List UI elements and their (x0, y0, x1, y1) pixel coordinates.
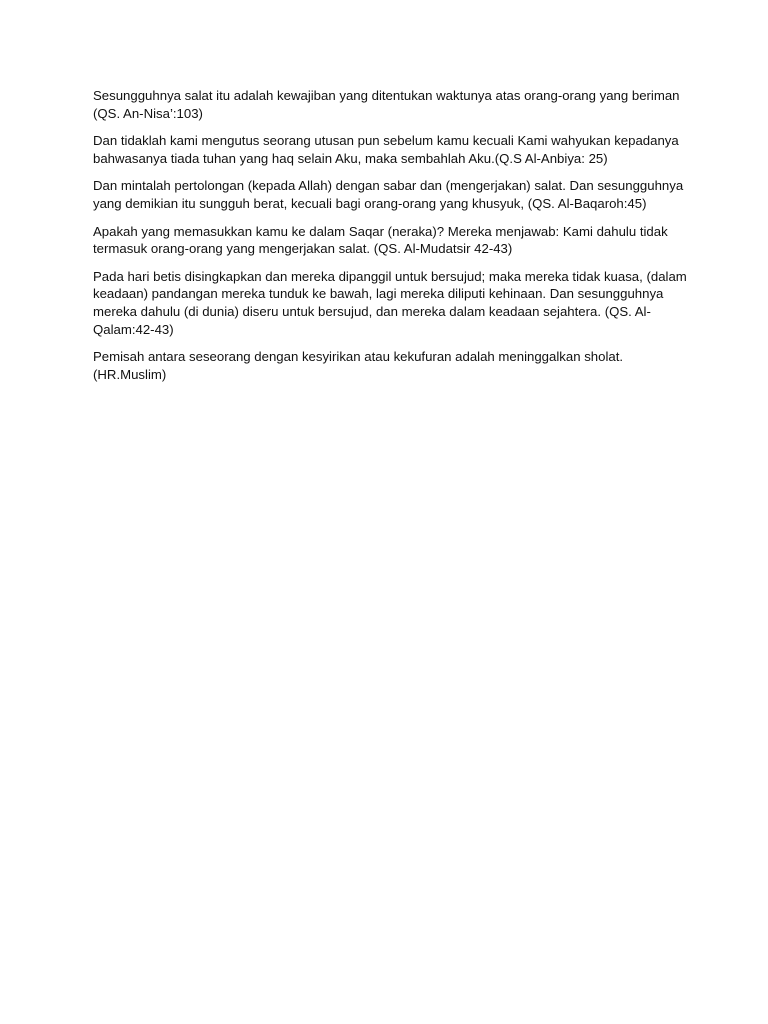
paragraph-al-qalam (93, 268, 687, 338)
paragraph-line: termasuk orang-orang yang mengerjakan salat. (QS. Al-Mudatsir 42-43) (93, 241, 513, 257)
paragraph-line: bahwasanya tiada tuhan yang haq selain Aku, maka sembahlah Aku.(Q.S Al-Anbiya: 25) (93, 150, 608, 166)
paragraph-al-baqaroh (93, 177, 683, 212)
paragraph-al-mudatsir (93, 223, 683, 258)
paragraph-line: keadaan) pandangan mereka tunduk ke bawah, lagi mereka diliputi kehinaan. Dan sesungguhnya (93, 286, 664, 302)
paragraph-line: Pemisah antara seseorang dengan kesyirikan atau kekufuran adalah meninggalkan sholat. (93, 349, 624, 365)
paragraph-al-anbiya (93, 132, 683, 167)
paragraph-line: yang demikian itu sungguh berat, kecuali bagi orang-orang yang khusyuk, (QS. Al-Baqaroh:45) (93, 195, 647, 211)
paragraph-line: (QS. An-Nisa’:103) (93, 105, 203, 121)
paragraph-line: Apakah yang memasukkan kamu ke dalam Saqar (neraka)? Mereka menjawab: Kami dahulu tidak (93, 223, 668, 239)
paragraph-line: Dan tidaklah kami mengutus seorang utusan pun sebelum kamu kecuali Kami wahyukan kepadanya (93, 133, 679, 149)
paragraph-line: mereka dahulu (di dunia) diseru untuk bersujud, dan mereka dalam keadaan sejahtera. (QS. Al- (93, 303, 651, 319)
paragraph-line: (HR.Muslim) (93, 366, 167, 382)
paragraph-line: Dan mintalah pertolongan (kepada Allah) dengan sabar dan (mengerjakan) salat. Dan sesungguhnya (93, 178, 684, 194)
paragraph-line: Sesungguhnya salat itu adalah kewajiban yang ditentukan waktunya atas orang-orang yang beriman (93, 88, 680, 103)
document-body (93, 87, 687, 393)
paragraph-an-nisa (93, 87, 683, 122)
paragraph-hr-muslim (93, 348, 683, 383)
paragraph-line: Qalam:42-43) (93, 321, 174, 337)
paragraph-line: Pada hari betis disingkapkan dan mereka dipanggil untuk bersujud; maka mereka tidak kuasa, (dalam (93, 268, 687, 284)
